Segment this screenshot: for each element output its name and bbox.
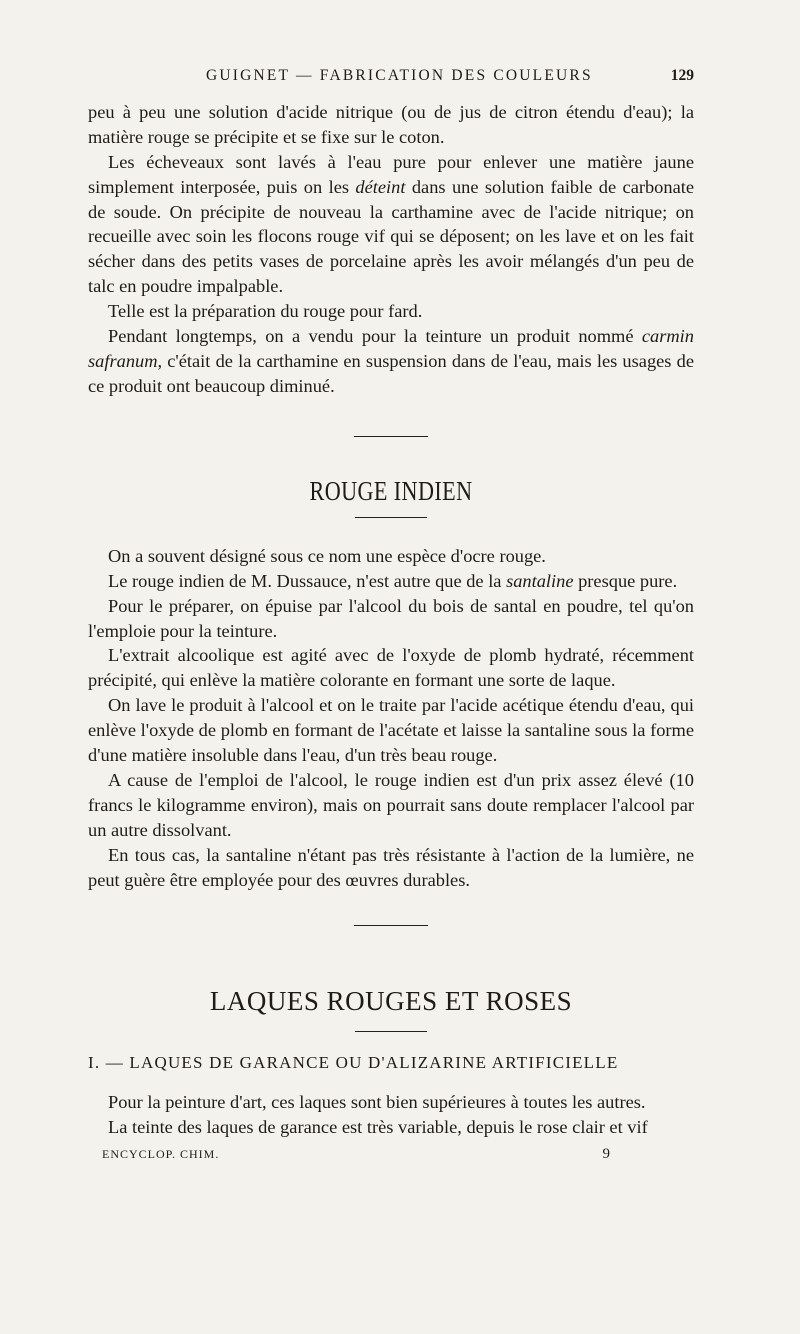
footer-signature: ENCYCLOP. CHIM. <box>102 1147 220 1162</box>
running-title: GUIGNET — FABRICATION DES COULEURS <box>205 67 593 84</box>
paragraph-peinture-art: Pour la peinture d'art, ces laques sont bien supérieures à toutes les autres. <box>108 1092 646 1113</box>
running-header <box>88 64 694 89</box>
heading-underline <box>355 1031 427 1032</box>
paragraph-rouge-pour-fard: Telle est la préparation du rouge pour fard. <box>108 301 423 322</box>
paragraph-ocre-rouge: On a souvent désigné sous ce nom une espèce d'ocre rouge. <box>108 545 546 566</box>
page-footer <box>88 1142 694 1167</box>
heading-underline <box>355 517 427 518</box>
section-heading-laques: LAQUES ROUGES ET ROSES <box>209 986 573 1017</box>
section-divider <box>354 925 428 926</box>
sheet-number: 9 <box>602 1146 610 1163</box>
paragraph-echeveaux: Les écheveaux sont lavés à l'eau pure pour enlever une matière jaune simplement interposée, puis on les déteint dans une solution faible de carbonate de soude. On précipite de nouveau la carthamine avec de l'acide nitrique; on recueille avec soin les flocons rouge vif qui se déposent; on les lave et on les fait sécher dans des petits vases de porcelaine après les avoir mélangés d'un peu de talc en poudre impalpable. <box>88 151 694 297</box>
paragraph-carthamine-precipitation: peu à peu une solution d'acide nitrique (ou de jus de citron étendu d'eau); la matière rouge se précipite et se fixe sur le coton. <box>88 101 694 147</box>
paragraph-prix: A cause de l'emploi de l'alcool, le rouge indien est d'un prix assez élevé (10 francs le kilogramme environ), mais on pourrait sans doute remplacer l'alcool par un autre dissolvant. <box>88 769 694 840</box>
section-heading-rouge-indien: ROUGE INDIEN <box>309 475 473 506</box>
paragraph-extrait-alcoolique: L'extrait alcoolique est agité avec de l'oxyde de plomb hydraté, récemment précipité, qui enlève la matière colorante en formant une sorte de laque. <box>88 645 694 691</box>
paragraph-carmin-safranum: Pendant longtemps, on a vendu pour la teinture un produit nommé carmin safranum, c'était de la carthamine en suspension dans de l'eau, mais les usages de ce produit ont beaucoup diminué. <box>88 326 694 396</box>
paragraph-dussauce: Le rouge indien de M. Dussauce, n'est autre que de la santaline presque pure. <box>108 570 678 591</box>
section-divider <box>354 436 428 437</box>
paragraph-lavage: On lave le produit à l'alcool et on le traite par l'acide acétique étendu d'eau, qui enlève l'oxyde de plomb en formant de l'acétate et laisse la santaline sous la forme d'une matière insoluble dans l'eau, d'un très beau rouge. <box>88 695 694 766</box>
paragraph-preparation: Pour le préparer, on épuise par l'alcool du bois de santal en poudre, tel qu'on l'emploie pour la teinture. <box>88 595 694 641</box>
paragraph-teinte: La teinte des laques de garance est très variable, depuis le rose clair et vif <box>108 1117 648 1138</box>
paragraph-resistance: En tous cas, la santaline n'étant pas très résistante à l'action de la lumière, ne peut guère être employée pour des œuvres durables. <box>88 844 694 890</box>
book-page <box>88 64 694 1167</box>
page-number: 129 <box>670 67 694 84</box>
subsection-heading-garance: I. — LAQUES DE GARANCE OU D'ALIZARINE ARTIFICIELLE <box>88 1053 619 1073</box>
